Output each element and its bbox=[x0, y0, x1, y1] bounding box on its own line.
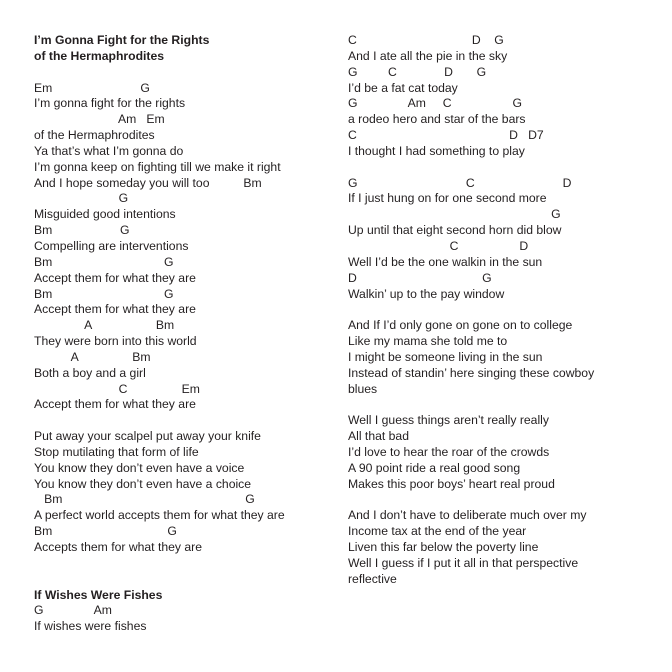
lyric-line: You know they don’t even have a choice bbox=[34, 476, 252, 491]
lyric-line: I might be someone living in the sun bbox=[348, 349, 543, 364]
blank-line bbox=[34, 413, 334, 429]
lyric-line: Like my mama she told me to bbox=[348, 334, 508, 349]
chord-line: Am Em bbox=[34, 112, 165, 127]
lyric-line: A 90 point ride a real good song bbox=[348, 460, 521, 475]
lyric-line: And I hope someday you will too Bm bbox=[34, 175, 262, 190]
lyric-line: Accept them for what they are bbox=[34, 302, 196, 317]
lyric-line: reflective bbox=[348, 571, 397, 586]
chord-line: C D bbox=[348, 238, 529, 253]
chord-line: G Am bbox=[34, 603, 112, 618]
chord-line: G bbox=[34, 191, 129, 206]
lyric-line: Income tax at the end of the year bbox=[348, 524, 527, 539]
blank-line bbox=[348, 302, 648, 318]
lyric-line: If wishes were fishes bbox=[34, 619, 147, 634]
lyric-line: I’m gonna keep on fighting till we make it right bbox=[34, 159, 281, 174]
chord-line: A Bm bbox=[34, 318, 175, 333]
chord-line: G bbox=[348, 207, 561, 222]
lyric-line: Well I guess things aren’t really really bbox=[348, 413, 549, 428]
blank-line bbox=[348, 492, 648, 508]
chord-line: Bm G bbox=[34, 223, 130, 238]
lyric-line: And I ate all the pie in the sky bbox=[348, 48, 508, 63]
left-song-column bbox=[34, 33, 334, 635]
chord-line: A Bm bbox=[34, 349, 151, 364]
chord-line: Em G bbox=[34, 80, 150, 95]
chord-line: C D G bbox=[348, 33, 504, 47]
lyric-line: blues bbox=[348, 381, 378, 396]
lyric-line: All that bad bbox=[348, 429, 409, 444]
lyric-line: I’m gonna fight for the rights bbox=[34, 96, 186, 111]
lyric-line: Liven this far below the poverty line bbox=[348, 540, 539, 554]
lyric-line: I’d love to hear the roar of the crowds bbox=[348, 444, 550, 459]
lyric-line: Ya that’s what I’m gonna do bbox=[34, 143, 184, 158]
blank-line bbox=[34, 65, 334, 81]
lyric-line: Up until that eight second horn did blow bbox=[348, 223, 562, 238]
chord-line: Bm G bbox=[34, 254, 174, 269]
lyric-line: Both a boy and a girl bbox=[34, 365, 146, 380]
song-title-line: I’m Gonna Fight for the Rights bbox=[34, 33, 210, 47]
blank-line bbox=[34, 572, 334, 588]
lyric-line: You know they don’t even have a voice bbox=[34, 460, 245, 475]
lyric-line: of the Hermaphrodites bbox=[34, 128, 155, 143]
lyric-line: Accept them for what they are bbox=[34, 397, 196, 412]
lyric-line: Walkin’ up to the pay window bbox=[348, 286, 505, 301]
chord-line: G Am C G bbox=[348, 96, 523, 111]
chord-line: C D D7 bbox=[348, 128, 544, 143]
lyric-line: Compelling are interventions bbox=[34, 238, 189, 253]
lyric-line: A perfect world accepts them for what they are bbox=[34, 508, 285, 523]
lyric-line: Makes this poor boys’ heart real proud bbox=[348, 476, 555, 491]
lyric-line: Accepts them for what they are bbox=[34, 540, 202, 554]
lyric-line: a rodeo hero and star of the bars bbox=[348, 112, 526, 127]
lyric-line: I thought I had something to play bbox=[348, 143, 525, 158]
lyric-line: If I just hung on for one second more bbox=[348, 191, 547, 206]
lyric-line: They were born into this world bbox=[34, 334, 197, 349]
song-title-line: If Wishes Were Fishes bbox=[34, 587, 163, 602]
lyric-line: Put away your scalpel put away your knife bbox=[34, 429, 261, 444]
lyric-line: Misguided good intentions bbox=[34, 207, 176, 222]
lyric-line: Instead of standin’ here singing these cowboy bbox=[348, 365, 595, 380]
lyric-line: Well I’d be the one walkin in the sun bbox=[348, 254, 543, 269]
lyric-line: And If I’d only gone on gone on to college bbox=[348, 318, 573, 333]
chord-line: C Em bbox=[34, 381, 200, 396]
chord-line: Bm G bbox=[34, 492, 255, 507]
blank-line bbox=[348, 397, 648, 413]
chord-line: G C D G bbox=[348, 64, 487, 79]
lyric-line: I’d be a fat cat today bbox=[348, 80, 458, 95]
chord-line: D G bbox=[348, 270, 492, 285]
lyric-line: Stop mutilating that form of life bbox=[34, 444, 199, 459]
chord-line: G C D bbox=[348, 175, 572, 190]
lyric-line: Well I guess if I put it all in that perspective bbox=[348, 555, 579, 570]
lyric-line: Accept them for what they are bbox=[34, 270, 196, 285]
lyric-line: And I don’t have to deliberate much over my bbox=[348, 508, 587, 523]
chord-line: Bm G bbox=[34, 286, 174, 301]
blank-line bbox=[348, 160, 648, 176]
chord-line: Bm G bbox=[34, 524, 177, 539]
blank-line bbox=[34, 556, 334, 572]
song-title-line: of the Hermaphrodites bbox=[34, 48, 165, 63]
right-song-column bbox=[348, 33, 648, 588]
